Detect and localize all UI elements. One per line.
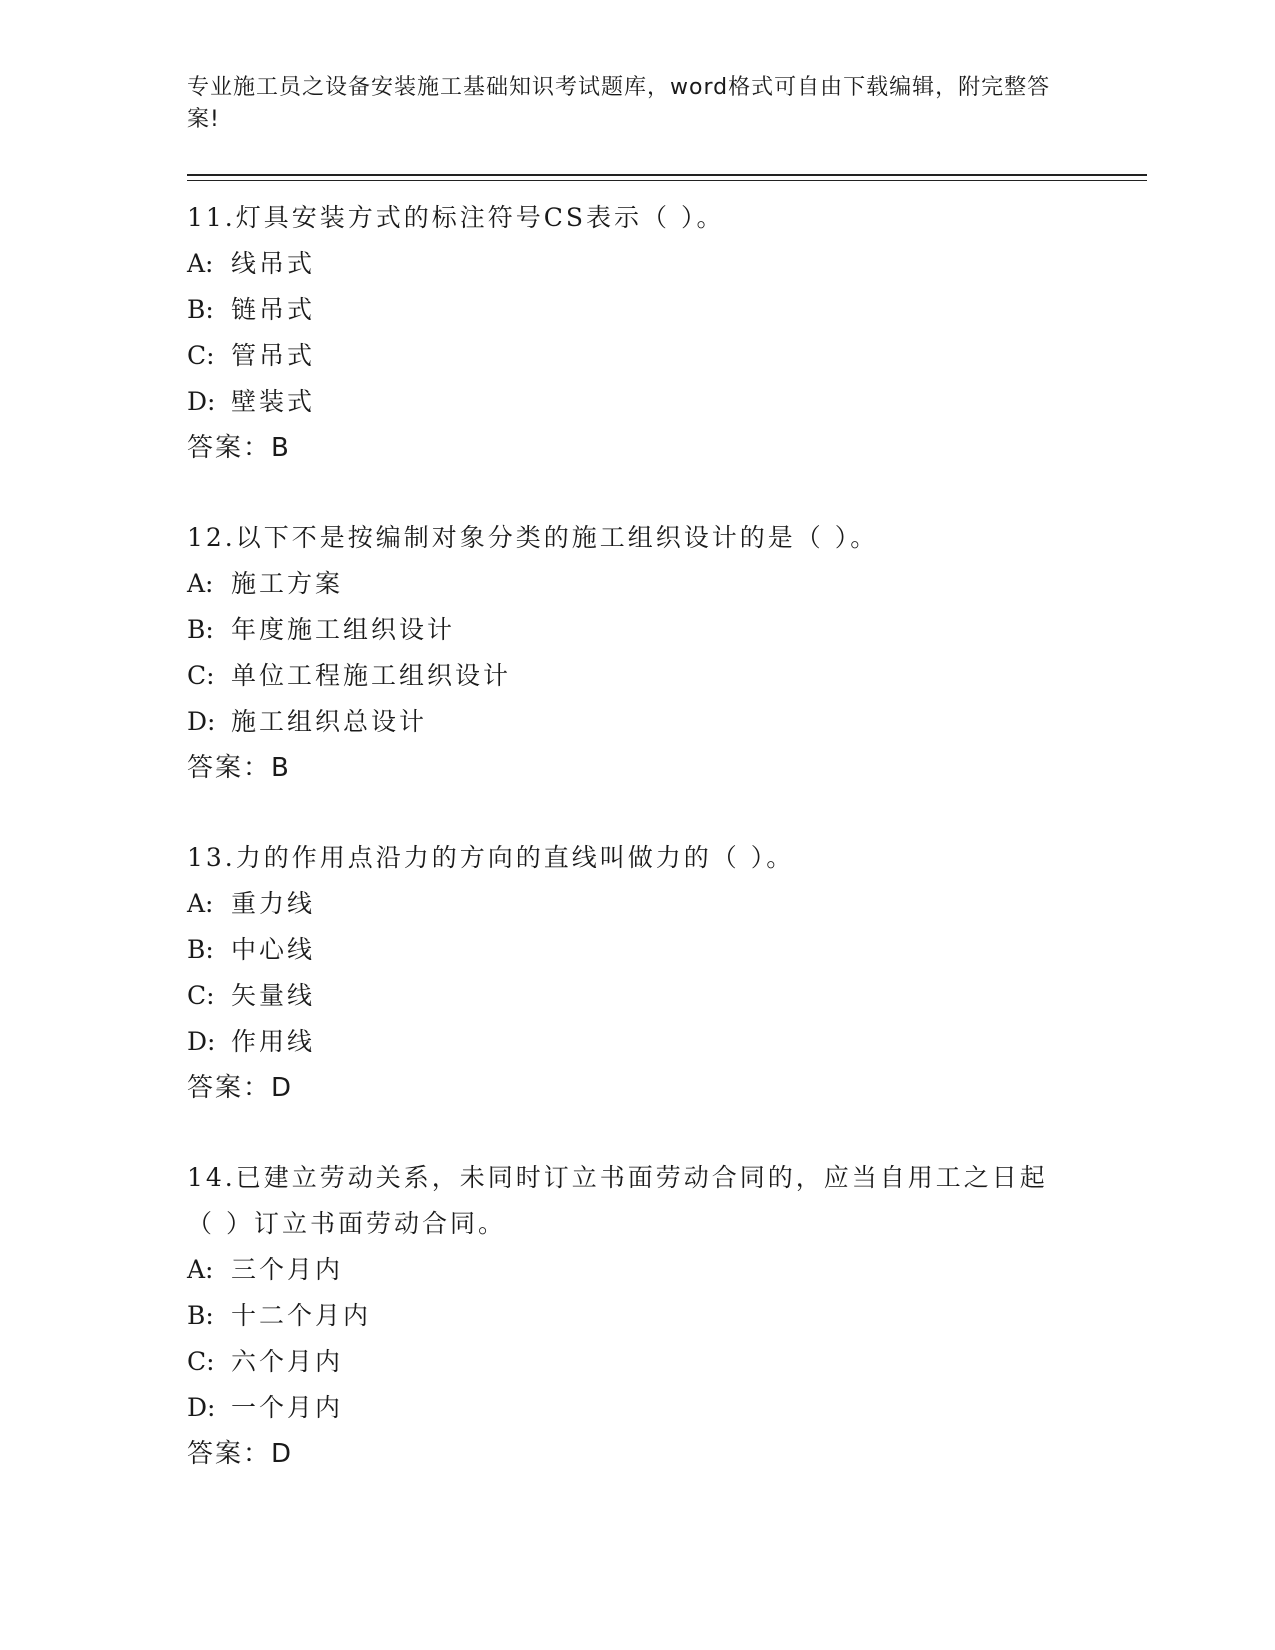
option-key: A: [187,889,214,918]
option-key: A: [187,1255,214,1284]
option-key: D: [187,387,216,416]
answer-text: 答案：D [187,1073,294,1103]
option-key: C: [187,981,215,1010]
option-c [187,973,1147,1019]
option-text: 矢量线 [231,981,316,1010]
option-key: C: [187,661,215,690]
option-text: 作用线 [231,1027,316,1056]
answer-text: 答案：B [187,433,291,463]
option-d [187,1385,1147,1431]
option-text: 中心线 [231,935,316,964]
option-b [187,287,1147,333]
header-divider [187,174,1147,181]
option-text: 施工方案 [231,569,344,598]
question-text: 12.以下不是按编制对象分类的施工组织设计的是（ ）。 [187,523,879,552]
option-key: D: [187,707,216,736]
question-text: 13.力的作用点沿力的方向的直线叫做力的（ ）。 [187,843,795,872]
option-d [187,699,1147,745]
option-c [187,333,1147,379]
option-key: B: [187,615,214,644]
option-key: D: [187,1393,216,1422]
option-text: 壁装式 [231,387,316,416]
option-key: D: [187,1027,216,1056]
option-key: B: [187,1301,214,1330]
option-b [187,1293,1147,1339]
option-text: 施工组织总设计 [231,707,428,736]
option-text: 重力线 [231,889,316,918]
option-a [187,561,1147,607]
option-c [187,653,1147,699]
option-key: A: [187,249,214,278]
option-key: C: [187,341,215,370]
option-b [187,927,1147,973]
answer-text: 答案：D [187,1439,294,1469]
option-text: 六个月内 [231,1347,344,1376]
answer-text: 答案：B [187,753,291,783]
option-a [187,1247,1147,1293]
question-block [187,515,1147,791]
option-a [187,241,1147,287]
option-a [187,881,1147,927]
document-page [187,72,1147,1477]
option-text: 管吊式 [231,341,316,370]
option-c [187,1339,1147,1385]
option-text: 单位工程施工组织设计 [231,661,512,690]
option-text: 链吊式 [231,295,316,324]
question-block [187,1155,1147,1477]
option-text: 年度施工组织设计 [231,615,456,644]
document-header: 专业施工员之设备安装施工基础知识考试题库，word格式可自由下载编辑，附完整答案! [187,75,1051,132]
option-key: A: [187,569,214,598]
question-text: 11.灯具安装方式的标注符号CS表示（ ）。 [187,203,725,232]
option-key: B: [187,295,214,324]
question-block [187,835,1147,1111]
option-text: 三个月内 [231,1255,344,1284]
question-block [187,195,1147,471]
option-text: 线吊式 [231,249,316,278]
option-key: B: [187,935,214,964]
question-text: 14.已建立劳动关系，未同时订立书面劳动合同的，应当自用工之日起（ ）订立书面劳动合同。 [187,1163,1048,1238]
option-b [187,607,1147,653]
option-key: C: [187,1347,215,1376]
option-text: 一个月内 [231,1393,344,1422]
option-d [187,1019,1147,1065]
option-text: 十二个月内 [231,1301,372,1330]
option-d [187,379,1147,425]
